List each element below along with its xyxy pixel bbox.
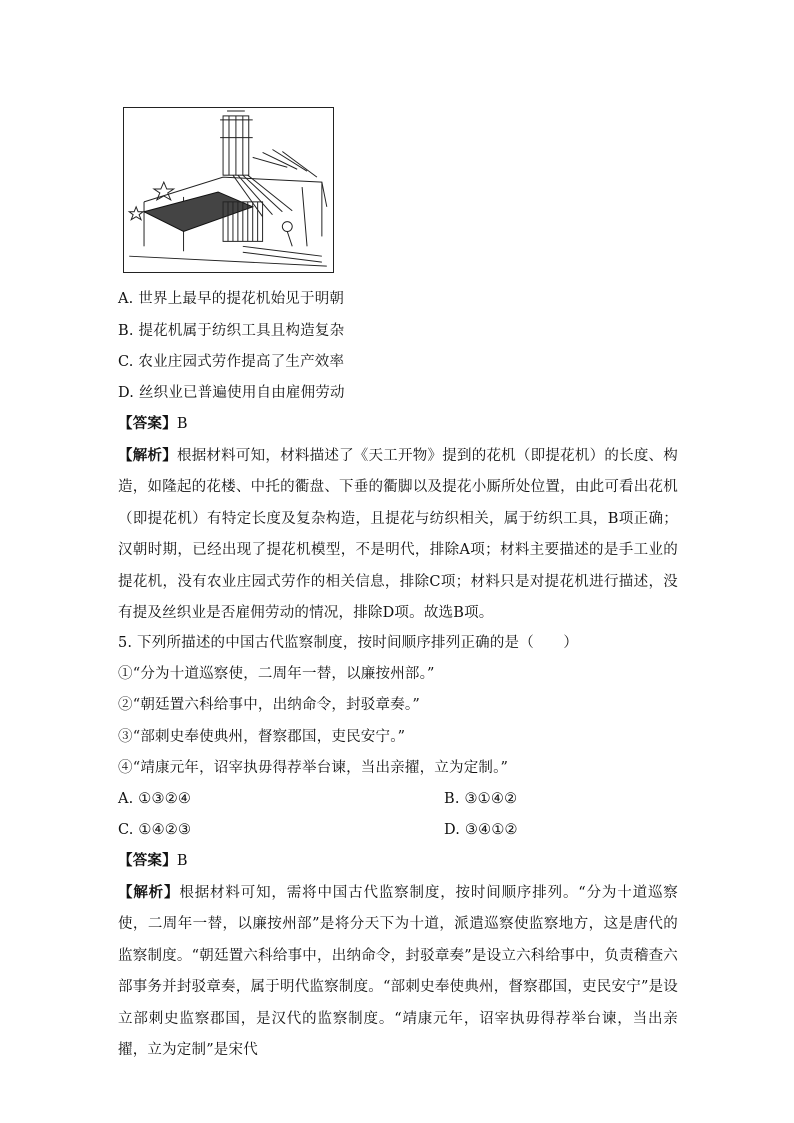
q5-analysis-text: 根据材料可知，需将中国古代监察制度，按时间顺序排列。“分为十道巡察使，二周年一替，以廉按州部”是将分天下为十道，派遣巡察使监察地方，这是唐代的监察制度。“朝廷置六科给事中，出纳命令，封驳章奏”是设立六科给事中，负责稽查六部事务并封驳章奏，属于明代监察制度。“部刺史奉使典州，督察郡国，吏民安宁”是设立部刺史监察郡国，是汉代的监察制度。“靖康元年，诏宰执毋得荐举台谏，当出亲擢，立为定制”是宋代 (118, 885, 678, 1059)
q5-option-c: C. ①④②③ (118, 822, 192, 838)
q4-analysis-text: 根据材料可知，材料描述了《天工开物》提到的花机（即提花机）的长度、构造，如隆起的花楼、中托的衢盘、下垂的衢脚以及提花小厮所处位置，由此可看出花机（即提花机）有特定长度及复杂构造，且提花与纺织相关，属于纺织工具，B项正确；汉朝时期，已经出现了提花机模型，不是明代，排除A项；材料主要描述的是手工业的提花机，没有农业庄园式劳作的相关信息，排除C项；材料只是对提花机进行描述，没有提及丝织业是否雇佣劳动的情况，排除D项。故选B项。 (118, 448, 678, 622)
q4-option-b: B. 提花机属于纺织工具且构造复杂 (118, 323, 345, 339)
q5-analysis (118, 877, 678, 1066)
q4-answer-value: B (176, 416, 188, 432)
q4-analysis-tag: 【解析】 (118, 447, 177, 464)
q4-answer (118, 414, 188, 434)
q5-item-4: ④“靖康元年，诏宰执毋得荐举台谏，当出亲擢，立为定制。” (118, 760, 509, 776)
q4-option-a: A. 世界上最早的提花机始见于明朝 (118, 291, 345, 307)
jacquard-loom-illustration-icon (124, 108, 333, 272)
q5-analysis-tag: 【解析】 (118, 884, 180, 901)
q5-stem: 5. 下列所描述的中国古代监察制度，按时间顺序排列正确的是（ ） (118, 635, 579, 651)
q5-answer (118, 851, 188, 871)
q5-option-d: D. ③④①② (444, 822, 518, 838)
q5-option-a: A. ①③②④ (118, 791, 192, 807)
q5-option-b: B. ③①④② (444, 791, 518, 807)
q5-answer-value: B (176, 853, 188, 869)
loom-figure (123, 107, 334, 273)
q5-item-2: ②“朝廷置六科给事中，出纳命令，封驳章奏。” (118, 697, 420, 713)
q4-option-c: C. 农业庄园式劳作提高了生产效率 (118, 354, 345, 370)
q5-item-3: ③“部刺史奉使典州，督察郡国，吏民安宁。” (118, 729, 406, 745)
q4-option-d: D. 丝织业已普遍使用自由雇佣劳动 (118, 385, 345, 401)
q4-analysis (118, 440, 678, 629)
q4-answer-tag: 【答案】 (118, 415, 177, 432)
q5-answer-tag: 【答案】 (118, 852, 177, 869)
q5-item-1: ①“分为十道巡察使，二周年一替，以廉按州部。” (118, 666, 435, 682)
